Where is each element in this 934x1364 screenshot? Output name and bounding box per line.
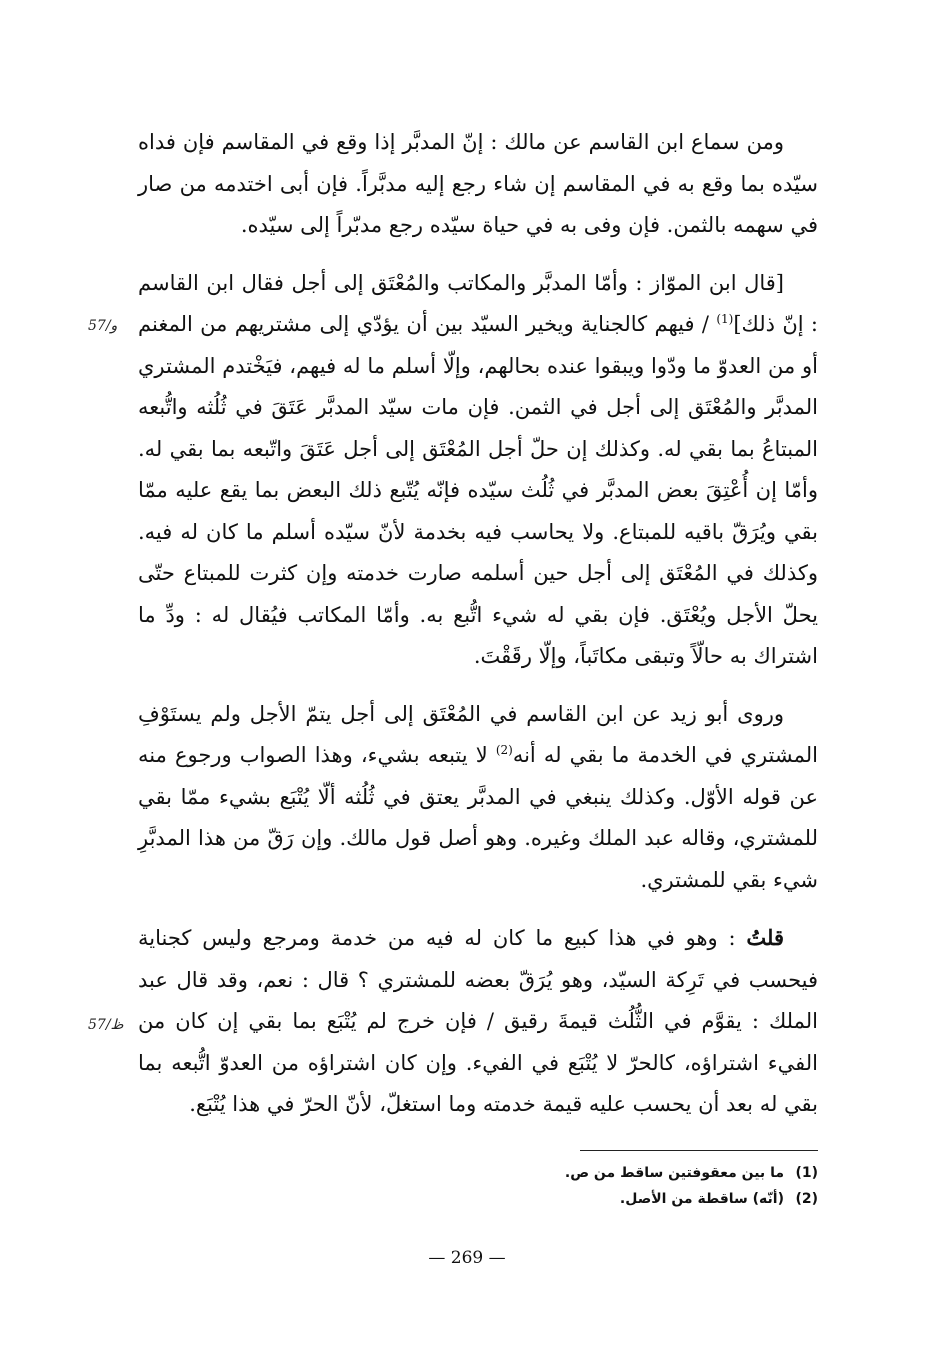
paragraph-text: ومن سماع ابن القاسم عن مالك : إنّ المدبَّر إذا وقع في المقاسم فإن فداه سيّده بما وقع به في المقاسم إن شاء رجع إليه مدبَّراً. فإن أبى اختدمه من صار في سهمه بالثمن. فإن وفى به في حياة سيّده رجع مدبّراً إلى سيّده. <box>138 130 818 237</box>
footnote-text: ما بين معقوفتين ساقط من ص. <box>564 1165 784 1181</box>
paragraph-text: / فيهم كالجناية ويخير السيّد بين أن يؤدّي إلى مشتريهم من المغنم أو من العدوّ ما ودّوا ويبقوا عنده بحالهم، وإلّا أسلم ما له فيهم، فيَخْتدم المشتري المدبَّر والمُعْتَق إلى أجل في الثمن. فإن مات سيّد المدبَّر عَتَقَ في ثُلُثه واتُّبعه المبتاعُ بما بقي له. وكذلك إن حلّ أجل المُعْتَق إلى أجل عَتَقَ واتّبعه بما بقي له. وأمّا إن أُعْتِقَ بعض المدبَّر في ثُلُث سيّده فإنّه يُتّبع ذلك البعض بما يقع عليه ممّا بقي ويُرَقّ باقيه للمبتاع. ولا يحاسب فيه بخدمة لأنّ سيّده أسلم ما كان له فيه. وكذلك في المُعْتَق إلى أجل حين أسلمه صارت خدمته وإن كثرت للمبتاع حتّى يحلّ الأجل ويُعْتَق. فإن بقي له شيء اتُّبع به. وأمّا المكاتب فيُقال له : ودِّ ما اشتراك به حالّاً وتبقى مكاتَباً، وإلّا رقَقْتَ. <box>138 312 818 668</box>
paragraph-2 <box>138 263 818 678</box>
footnote-number: (1) <box>795 1165 818 1181</box>
footnote-ref-1[interactable]: (1) <box>716 312 734 326</box>
paragraph-text: لا يتبعه بشيء، وهذا الصواب ورجوع منه عن قوله الأوّل. وكذلك ينبغي في المدبَّر يعتق في ثُلُثه ألّا يُتْبَع بشيء ممّا بقي للمشتري، وقاله عبد الملك وغيره. وهو أصل قول مالك. وإن رَقّ من هذا المدبَّرِ شيء بقي للمشتري. <box>138 743 818 892</box>
paragraph-text: : وهو في هذا كبيع ما كان له فيه من خدمة ومرجع وليس كجناية فيحسب في تَرِكة السيّد، وهو يُرَقّ بعضه للمشتري ؟ قال : نعم، وقد قال عبد الملك : يقوَّم في الثُّلُث قيمةَ رقيق / فإن خرج لم يُتْبَع بما بقي إن كان من الفيء اشتراؤه، كالحرّ لا يُتْبَع في الفيء. وإن كان اشتراؤه من العدوّ اتُّبعه بما بقي له بعد أن يحسب عليه قيمة خدمته وما استغلّ، لأنّ الحرّ في هذا يُتْبَع. <box>138 926 818 1116</box>
footnotes <box>480 1160 818 1212</box>
lead-word: قلتُ <box>746 925 784 950</box>
footnote-1 <box>480 1160 818 1186</box>
paragraph-1 <box>138 122 818 247</box>
paragraph-text-before-ref: [قال ابن الموّاز : وأمّا المدبَّر والمكاتب والمُعْتَق إلى أجل فقال ابن القاسم : إنّ ذلك] <box>138 270 819 336</box>
paragraph-3 <box>138 694 818 902</box>
footnote-divider <box>580 1150 818 1151</box>
footnote-2 <box>480 1186 818 1212</box>
margin-note-folio-recto: 57/و <box>88 318 118 334</box>
main-text <box>138 122 818 1142</box>
paragraph-4 <box>138 917 818 1126</box>
footnote-ref-2[interactable]: (2) <box>495 743 513 757</box>
footnote-number: (2) <box>795 1191 818 1207</box>
page-number: — 269 — <box>428 1248 506 1268</box>
margin-note-folio-verso: 57/ظ <box>88 1017 124 1033</box>
footnote-text: (أنّه) ساقطة من الأصل. <box>619 1191 784 1207</box>
paragraph-text-before-ref: وروى أبو زيد عن ابن القاسم في المُعْتَق إلى أجل يتمّ الأجل ولم يستَوْفِ المشتري في الخدمة ما بقي له أنه <box>138 701 818 767</box>
